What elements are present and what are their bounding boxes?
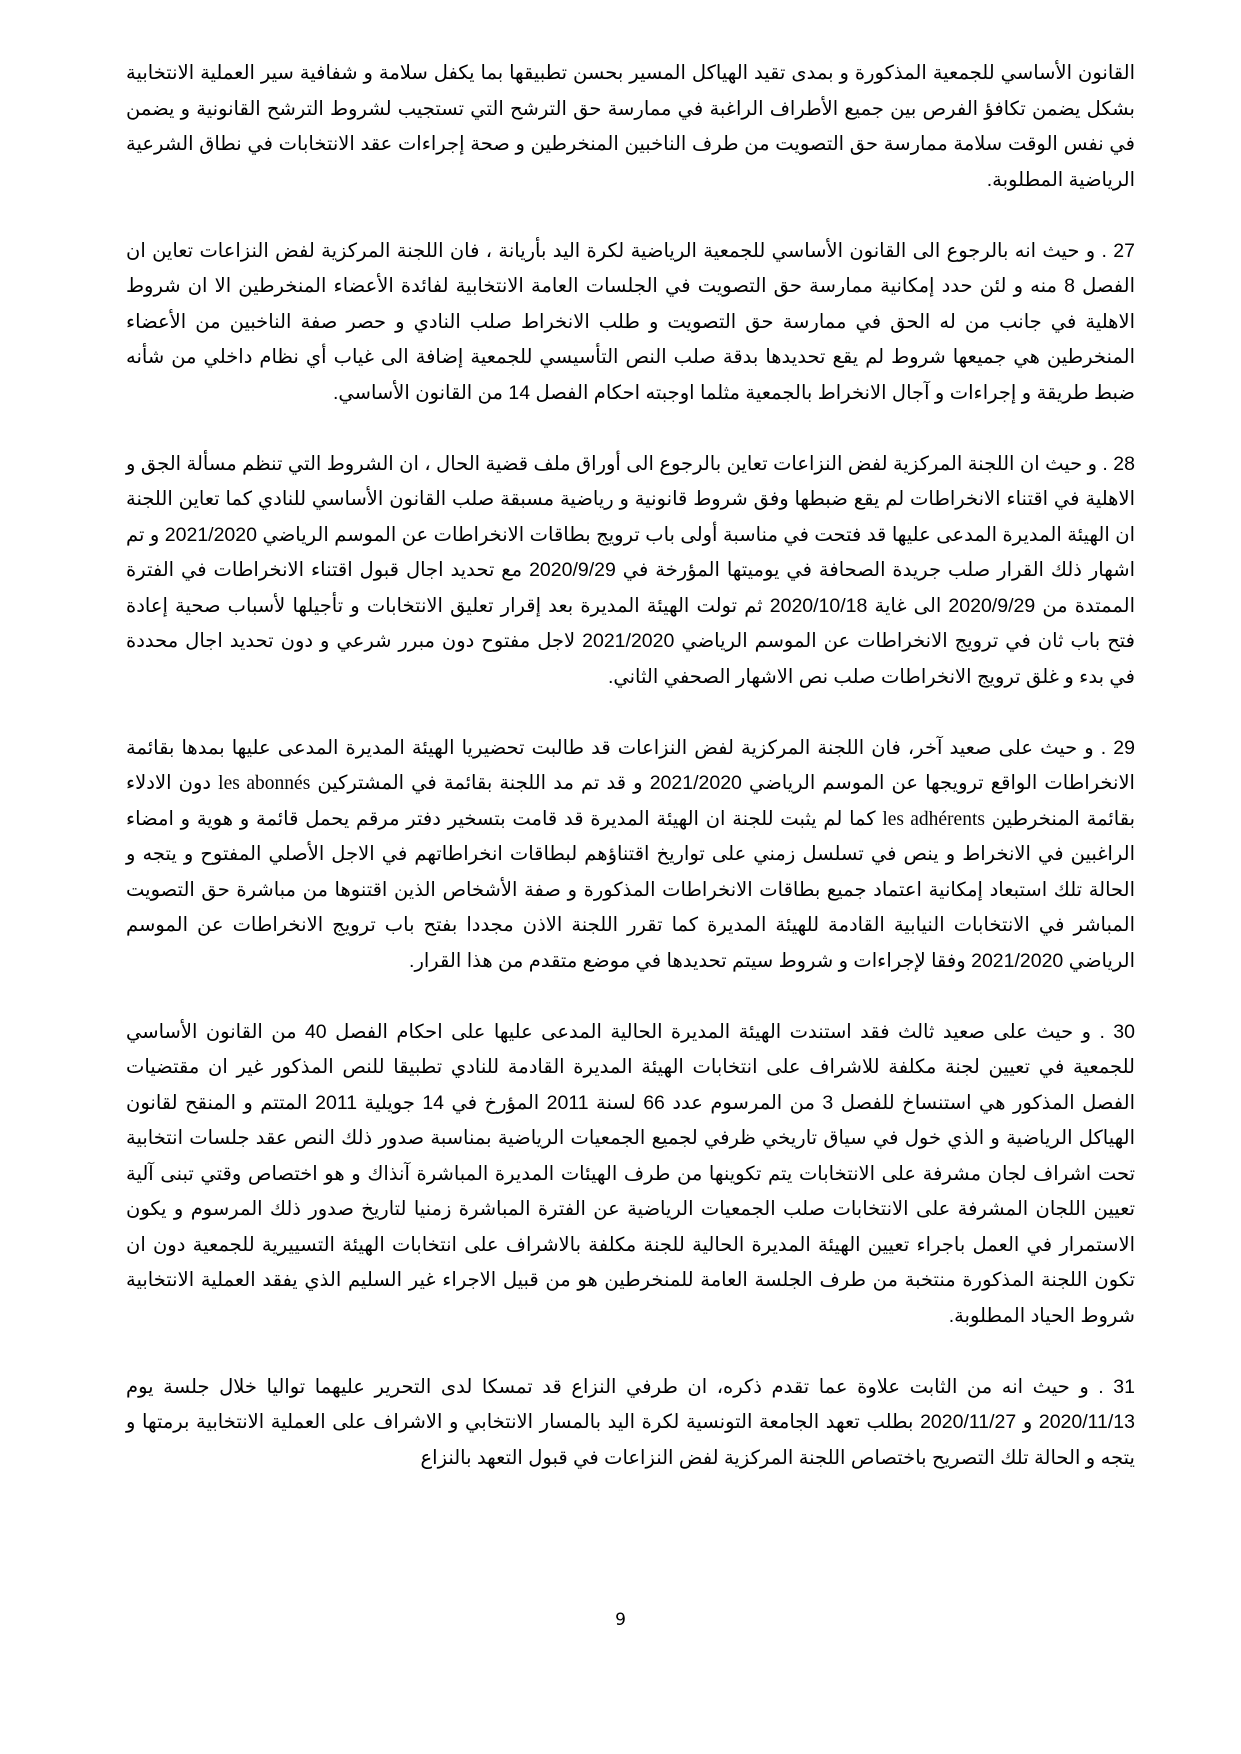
latin-term-adherents: les adhérents <box>882 808 985 830</box>
paragraph-29-text-part-2: دون الادلاء بقائمة المنخرطين <box>126 772 1135 830</box>
document-page <box>126 56 1135 1476</box>
latin-term-abonnes: les abonnés <box>218 773 311 794</box>
paragraph-30: 30 . و حيث على صعيد ثالث فقد استندت الهيئة المديرة الحالية المدعى عليها على احكام الفصل 40 من القانون الأساسي للجمعية في تعيين لجنة مكلفة للاشراف على انتخابات الهيئة المديرة القادمة للنادي تطبيقا للنص المذكور غير ان مقتضيات الفصل المذكور هي استنساخ للفصل 3 من المرسوم عدد 66 لسنة 2011 المؤرخ في 14 جويلية 2011 المتتم و المنقح لقانون الهياكل الرياضية و الذي خول في سياق تاريخي ظرفي لجميع الجمعيات الرياضية بمناسبة صدور ذلك النص عقد جلسات انتخابية تحت اشراف لجان مشرفة على الانتخابات يتم تكوينها من طرف الهيئات المديرة المباشرة آنذاك و هو اختصاص وقتي تبنى آلية تعيين اللجان المشرفة على الانتخابات صلب الجمعيات الرياضية عن الفترة المباشرة زمنيا لتاريخ صدور ذلك المرسوم و يكون الاستمرار في العمل باجراء تعيين الهيئة المديرة الحالية للجنة مكلفة بالاشراف على انتخابات الهيئة التسييرية للجمعية دون ان تكون اللجنة المذكورة منتخبة من طرف الجلسة العامة للمنخرطين هو من قبيل الاجراء غير السليم الذي يفقد العملية الانتخابية شروط الحياد المطلوبة. <box>126 1020 1135 1327</box>
paragraph-27: 27 . و حيث انه بالرجوع الى القانون الأساسي للجمعية الرياضية لكرة اليد بأريانة ، فان اللجنة المركزية لفض النزاعات تعاين ان الفصل 8 منه و لئن حدد إمكانية ممارسة حق التصويت في الجلسات العامة الانتخابية لفائدة الأعضاء المنخرطين الا ان شروط الاهلية في جانب من له الحق في ممارسة حق التصويت و طلب الانخراط صلب النادي و حصر صفة الناخبين من الأعضاء المنخرطين هي جميعها شروط لم يقع تحديدها بدقة صلب النص التأسيسي للجمعية إضافة الى غياب أي نظام داخلي من شأنه ضبط طريقة و إجراءات و آجال الانخراط بالجمعية مثلما اوجبته احكام الفصل 14 من القانون الأساسي. <box>126 239 1135 404</box>
page-number: 9 <box>615 1610 626 1630</box>
paragraph-29-text-part-3: كما لم يثبت للجنة ان الهيئة المديرة قد قامت بتسخير دفتر مرقم يحمل قائمة و هوية و امضاء الراغبين في الانخراط و ينص في تسلسل زمني على تواريخ اقتناؤهم لبطاقات انخراطاتهم في الاجل الأصلي المفتوح و يتجه و الحالة تلك استبعاد إمكانية اعتماد جميع بطاقات الانخراطات المذكورة و صفة الأشخاص الذين اقتنوها من مباشرة حق التصويت المباشر في الانتخابات النيابية القادمة للهيئة المديرة كما تقرر اللجنة الاذن مجددا بفتح باب ترويج الانخراطات عن الموسم الرياضي 2021/2020 وفقا لإجراءات و شروط سيتم تحديدها في موضع متقدم من هذا القرار. <box>126 807 1135 972</box>
paragraph-29-text-part-1: 29 . و حيث على صعيد آخر، فان اللجنة المركزية لفض النزاعات قد طالبت تحضيريا الهيئة المديرة المدعى عليها بمدها بقائمة الانخراطات الواقع ترويجها عن الموسم الرياضي 2021/2020 و قد تم مد اللجنة بقائمة في المشتركين <box>126 736 1135 794</box>
paragraph-29 <box>126 731 1135 980</box>
paragraph-31: 31 . و حيث انه من الثابت علاوة عما تقدم ذكره، ان طرفي النزاع قد تمسكا لدى التحرير عليهما تواليا خلال جلسة يوم 2020/11/13 و 2020/11/27 بطلب تعهد الجامعة التونسية لكرة اليد بالمسار الانتخابي و الاشراف على العملية الانتخابية برمتها و يتجه و الحالة تلك التصريح باختصاص اللجنة المركزية لفض النزاعات في قبول التعهد بالنزاع <box>126 1375 1135 1469</box>
paragraph-28: 28 . و حيث ان اللجنة المركزية لفض النزاعات تعاين بالرجوع الى أوراق ملف قضية الحال ، ان الشروط التي تنظم مسألة الجق و الاهلية في اقتناء الانخراطات لم يقع ضبطها وفق شروط قانونية و رياضية مسبقة صلب القانون الأساسي للنادي كما تعاين اللجنة ان الهيئة المديرة المدعى عليها قد فتحت في مناسبة أولى باب ترويج بطاقات الانخراطات عن الموسم الرياضي 2021/2020 و تم اشهار ذلك القرار صلب جريدة الصحافة في يوميتها المؤرخة في 2020/9/29 مع تحديد اجال قبول اقتناء الانخراطات في الفترة الممتدة من 2020/9/29 الى غاية 2020/10/18 ثم تولت الهيئة المديرة بعد إقرار تعليق الانتخابات و تأجيلها لأسباب صحية إعادة فتح باب ثان في ترويج الانخراطات عن الموسم الرياضي 2021/2020 لاجل مفتوح دون مبرر شرعي و دون تحديد اجال محددة في بدء و غلق ترويج الانخراطات صلب نص الاشهار الصحفي الثاني. <box>126 452 1136 688</box>
paragraph-continuation: القانون الأساسي للجمعية المذكورة و بمدى تقيد الهياكل المسير بحسن تطبيقها بما يكفل سلامة و شفافية سير العملية الانتخابية بشكل يضمن تكافؤ الفرص بين جميع الأطراف الراغبة في ممارسة حق الترشح التي تستجيب لشروط الترشح القانونية و يضمن في نفس الوقت سلامة ممارسة حق التصويت من طرف الناخبين المنخرطين و صحة إجراءات عقد الانتخابات في نطاق الشرعية الرياضية المطلوبة. <box>126 62 1135 191</box>
